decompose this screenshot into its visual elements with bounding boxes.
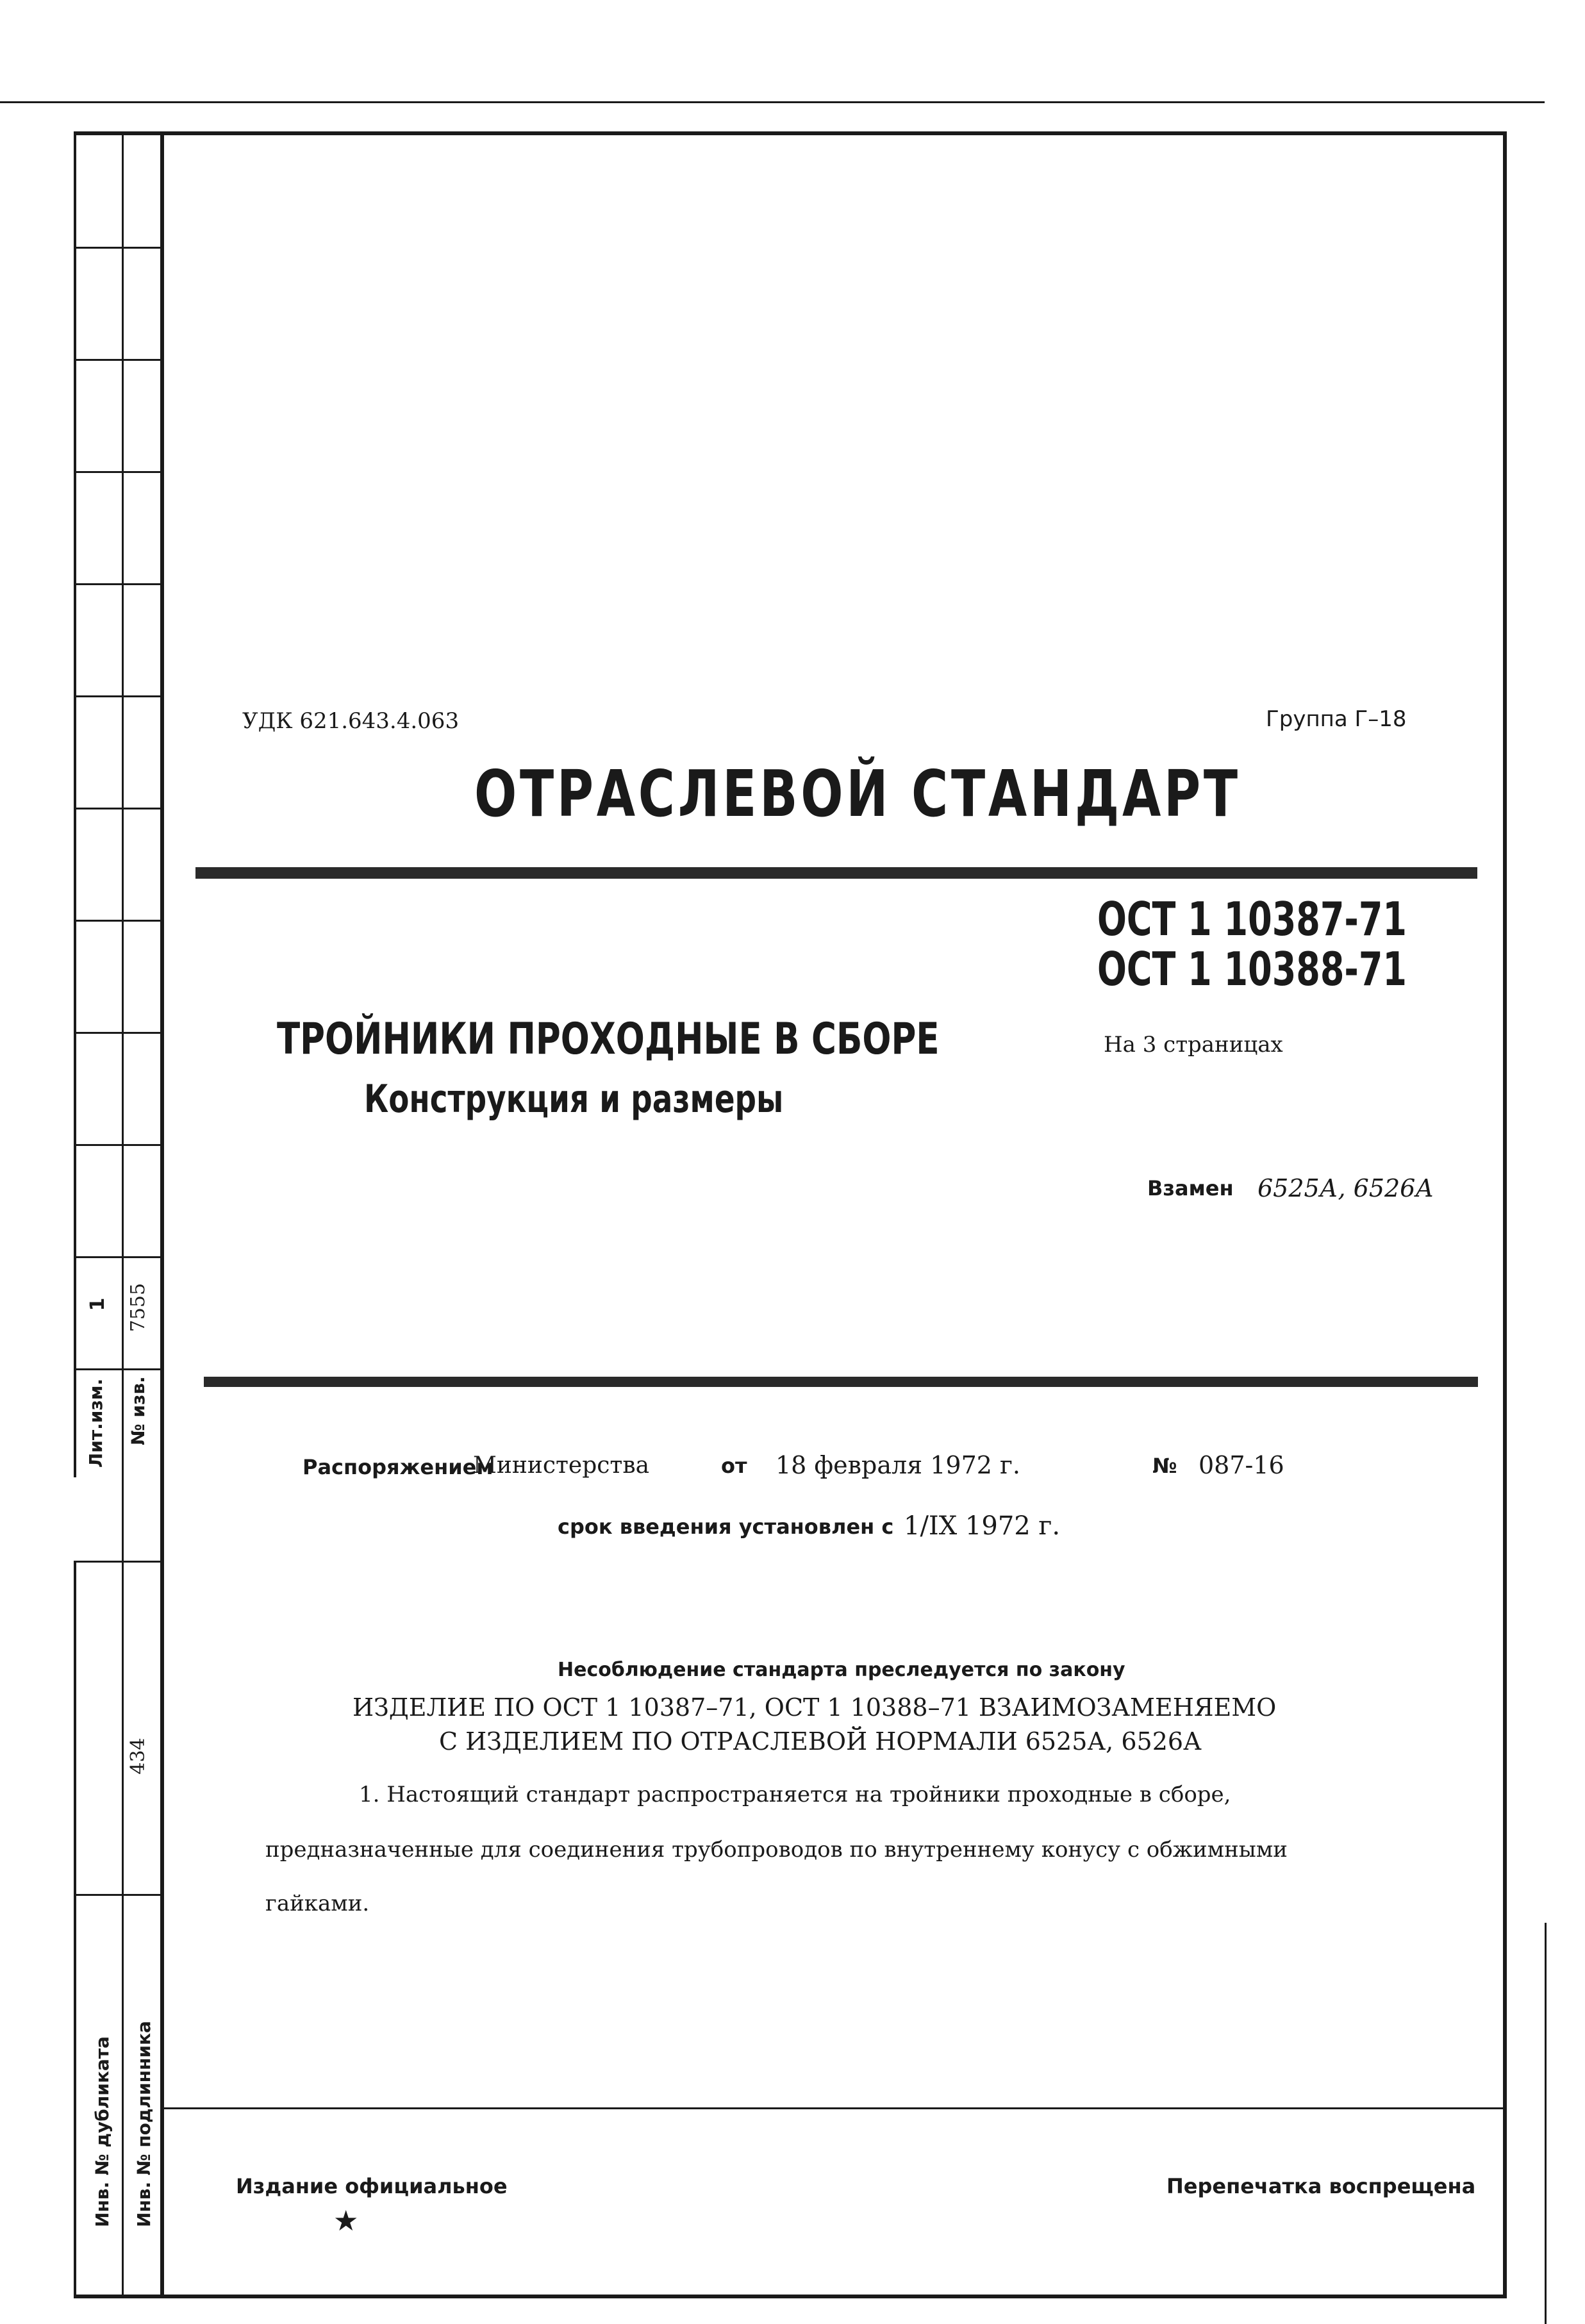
standard-subtitle: Конструкция и размеры [364, 1077, 784, 1122]
stamp-notice-label: № изв. [128, 1376, 149, 1445]
standard-name: ТРОЙНИКИ ПРОХОДНЫЕ В СБОРЕ [277, 1014, 940, 1065]
replaces-label: Взамен [1147, 1176, 1234, 1200]
order-label: Распоряжением [303, 1455, 494, 1479]
standard-code-1: ОСТ 1 10387-71 [1097, 892, 1407, 946]
replaces-value: 6525А, 6526А [1257, 1174, 1434, 1202]
group-code: Группа Г–18 [1266, 706, 1407, 732]
stamp-rule [74, 920, 162, 922]
stamp-rule [74, 247, 162, 249]
frame-bottom [74, 2295, 1507, 2298]
stamp-rule [74, 471, 162, 473]
page-title: ОТРАСЛЕВОЙ СТАНДАРТ [474, 756, 1241, 831]
right-page-edge [1545, 1923, 1547, 2324]
stamp-change-label: Лит.изм. [85, 1378, 106, 1468]
frame-outer-left [74, 131, 76, 1477]
udk-code: УДК 621.643.4.063 [242, 708, 460, 734]
frame-inner-left [160, 131, 164, 2298]
section-rule [204, 1377, 1478, 1387]
stamp-rule [74, 695, 162, 697]
stamp-orig-label: Инв. № подлинника [133, 2021, 154, 2227]
standard-code-2: ОСТ 1 10388-71 [1097, 942, 1407, 996]
stamp-change-value: 1 [87, 1297, 109, 1311]
frame-right [1503, 131, 1507, 2298]
star-icon: ★ [333, 2205, 359, 2237]
edition-label: Издание официальное [236, 2174, 508, 2198]
stamp-rule [74, 1032, 162, 1034]
stamp-rule [74, 1894, 162, 1896]
term-date: 1/IX 1972 г. [904, 1511, 1061, 1541]
interchange-line-1: ИЗДЕЛИЕ ПО ОСТ 1 10387–71, ОСТ 1 10388–71 ВЗАИМОЗАМЕНЯЕМО [353, 1693, 1277, 1722]
frame-top [74, 131, 1506, 135]
order-number-label: № [1152, 1454, 1177, 1478]
paragraph-line-2: предназначенные для соединения трубопроводов по внутреннему конусу с обжимными [265, 1837, 1288, 1863]
paragraph-line-3: гайками. [265, 1891, 370, 1916]
stamp-rule [74, 1561, 162, 1563]
frame-outer-left-lower [74, 1561, 76, 2298]
stamp-rule [74, 1144, 162, 1146]
stamp-rule [74, 1368, 162, 1370]
stamp-rule [74, 583, 162, 585]
top-edge-line [0, 101, 1545, 103]
term-label: срок введения установлен с [558, 1515, 894, 1539]
title-rule [195, 867, 1477, 879]
stamp-dup-label: Инв. № дубликата [92, 2036, 113, 2227]
stamp-inv-number: 434 [127, 1738, 149, 1775]
order-date: 18 февраля 1972 г. [776, 1451, 1021, 1479]
order-number: 087-16 [1199, 1451, 1284, 1479]
stamp-rule [74, 359, 162, 361]
stamp-notice-value: 7555 [127, 1282, 149, 1332]
paragraph-line-1: 1. Настоящий стандарт распространяется на тройники проходные в сборе, [359, 1782, 1231, 1807]
order-ministry: Министерства [473, 1452, 650, 1479]
frame-column-divider [122, 131, 124, 2298]
law-notice: Несоблюдение стандарта преследуется по закону [558, 1659, 1125, 1681]
reprint-notice: Перепечатка воспрещена [1166, 2174, 1476, 2198]
interchange-line-2: С ИЗДЕЛИЕМ ПО ОТРАСЛЕВОЙ НОРМАЛИ 6525А, 6526А [439, 1727, 1202, 1755]
order-from-label: от [721, 1454, 747, 1478]
stamp-rule [74, 1256, 162, 1258]
pages-count: На 3 страницах [1104, 1032, 1283, 1058]
stamp-rule [74, 808, 162, 809]
footer-rule [162, 2107, 1505, 2109]
